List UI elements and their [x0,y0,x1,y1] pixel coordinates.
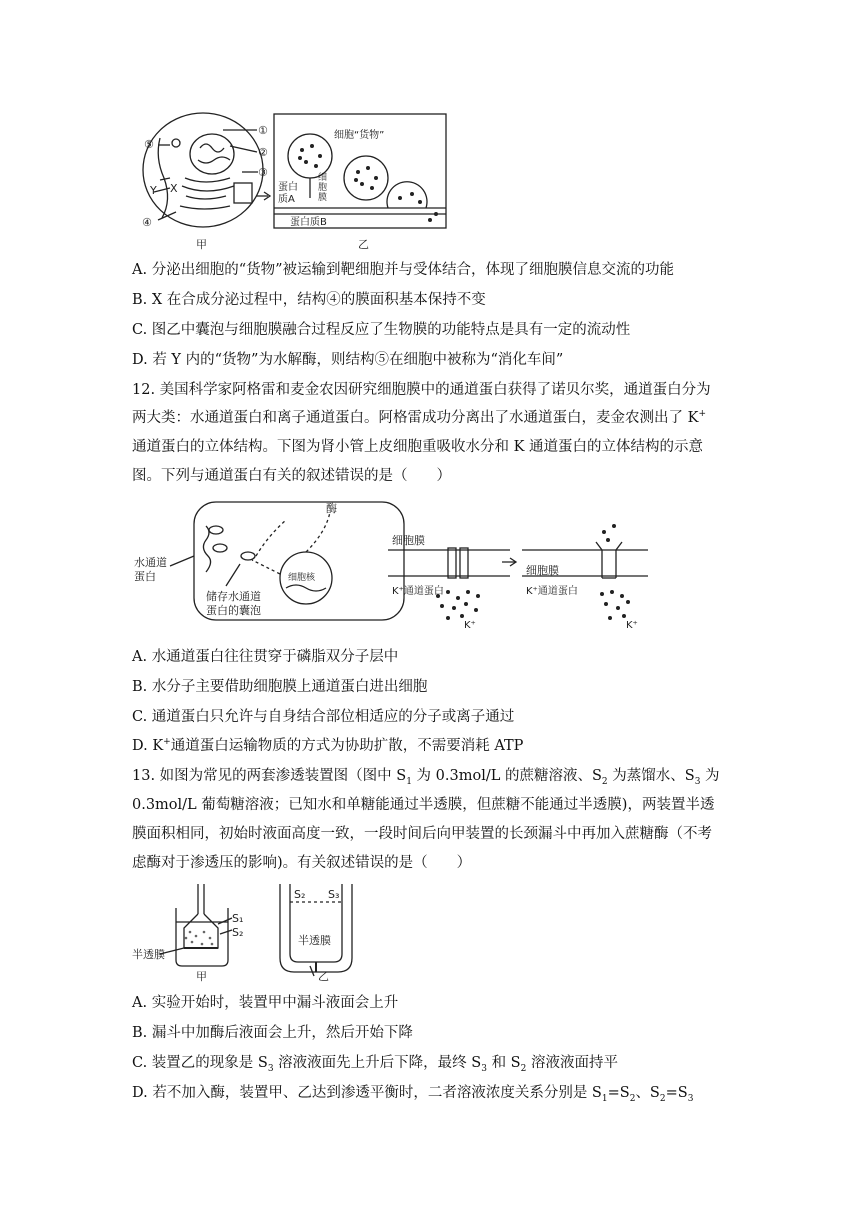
label-nucleus: 细胞核 [288,573,316,583]
q13-stem-line-2: 0.3mol/L 葡萄糖溶液；已知水和单糖能通过半透膜，但蔗糖不能通过半透膜)，两装置半透 [132,797,715,813]
label-membrane-b: 细胞膜 [526,564,559,577]
label-k-b: K⁺ [626,620,638,631]
label-4: ④ [142,216,152,229]
q12-option-c: C. 通道蛋白只允许与自身结合部位相适应的分子或离子通过 [132,709,515,725]
label-yi-13: 乙 [318,970,329,982]
label-k-channel-b: K⁺通道蛋白 [526,586,578,597]
label-2: ② [258,146,268,159]
label-water-channel-2: 蛋白 [134,570,156,583]
label-water-channel-1: 水通道 [134,556,167,569]
q13-stem-line-1: 13. 如图为常见的两套渗透装置图（图中 $S_1$ 为 0.3mol/L 的蔗糖溶液、$S_2$ 为蒸馏水、$S_3$ 为 [132,768,720,787]
label-vesicle-1: 储存水通道 [206,590,261,603]
label-membrane-3: 膜 [318,193,328,203]
label-membrane-a: 细胞膜 [392,534,425,547]
label-s3-tube: S₃ [328,888,340,901]
label-x: X [170,182,178,195]
label-cargo: 细胞“货物” [334,130,385,141]
q13-option-b: B. 漏斗中加酶后液面会上升，然后开始下降 [132,1025,413,1041]
q12-stem-line-4: 图。下列与通道蛋白有关的叙述错误的是（ ） [132,468,451,484]
label-1: ① [258,124,268,137]
label-membrane-2: 胞 [318,183,328,193]
q13-figure [132,884,392,982]
label-s2-tube: S₂ [294,888,306,901]
q11-option-b: B. X 在合成分泌过程中，结构④的膜面积基本保持不变 [132,292,486,308]
label-s1: S₁ [232,912,244,925]
q11-option-d: D. 若 Y 内的“货物”为水解酶，则结构⑤在细胞中被称为“消化车间” [132,352,564,368]
label-3: ③ [258,166,268,179]
q12-option-b: B. 水分子主要借助细胞膜上通道蛋白进出细胞 [132,679,428,695]
label-k-a: K⁺ [464,620,476,631]
q13-stem-line-4: 虑酶对于渗透压的影响)。有关叙述错误的是（ ） [132,855,472,871]
label-membrane-yi: 半透膜 [298,934,331,947]
label-5: ⑤ [144,138,154,151]
label-membrane-1: 细 [318,173,328,183]
label-vesicle-2: 蛋白的囊泡 [206,604,261,617]
q12-stem-line-2: 两大类：水通道蛋白和离子通道蛋白。阿格雷成功分离出了水通道蛋白，麦金农测出了 K+ [132,409,706,426]
q13-option-d: D. 若不加入酶，装置甲、乙达到渗透平衡时，二者溶液浓度关系分别是 $S_1=S_2$、$S_2=S_3$ [132,1085,694,1104]
q13-option-a: A. 实验开始时，装置甲中漏斗液面会上升 [132,995,399,1011]
label-protein-a-2: 质A [278,194,295,205]
label-yi: 乙 [358,238,369,251]
q13-option-c: C. 装置乙的现象是 $S_3$ 溶液液面先上升后下降，最终 $S_3$ 和 $S_2$ 溶液液面持平 [132,1055,618,1074]
q11-figure [130,108,450,254]
q11-option-c: C. 图乙中囊泡与细胞膜融合过程反应了生物膜的功能特点是具有一定的流动性 [132,322,631,338]
q12-option-a: A. 水通道蛋白往往贯穿于磷脂双分子层中 [132,649,399,665]
q12-figure [130,496,650,640]
label-enzyme: 酶 [326,502,337,515]
label-protein-b: 蛋白质B [290,217,327,228]
q12-stem-line-1: 12. 美国科学家阿格雷和麦金农因研究细胞膜中的通道蛋白获得了诺贝尔奖，通道蛋白分为 [132,382,711,398]
label-jia: 甲 [196,238,207,251]
q12-option-d: D. K+通道蛋白运输物质的方式为协助扩散，不需要消耗 ATP [132,737,524,754]
q11-option-a: A. 分泌出细胞的“货物”被运输到靶细胞并与受体结合，体现了细胞膜信息交流的功能 [132,262,675,278]
label-y: Y [150,184,157,197]
label-protein-a-1: 蛋白 [278,182,298,193]
label-membrane-jia: 半透膜 [132,948,165,961]
q13-stem-line-3: 膜面积相同，初始时液面高度一致，一段时间后向甲装置的长颈漏斗中再加入蔗糖酶（不考 [132,826,712,842]
label-jia-13: 甲 [196,970,207,982]
label-s2: S₂ [232,926,244,939]
label-k-channel-a: K⁺通道蛋白 [392,586,444,597]
q12-stem-line-3: 通道蛋白的立体结构。下图为肾小管上皮细胞重吸收水分和 K 通道蛋白的立体结构的示意 [132,439,704,455]
